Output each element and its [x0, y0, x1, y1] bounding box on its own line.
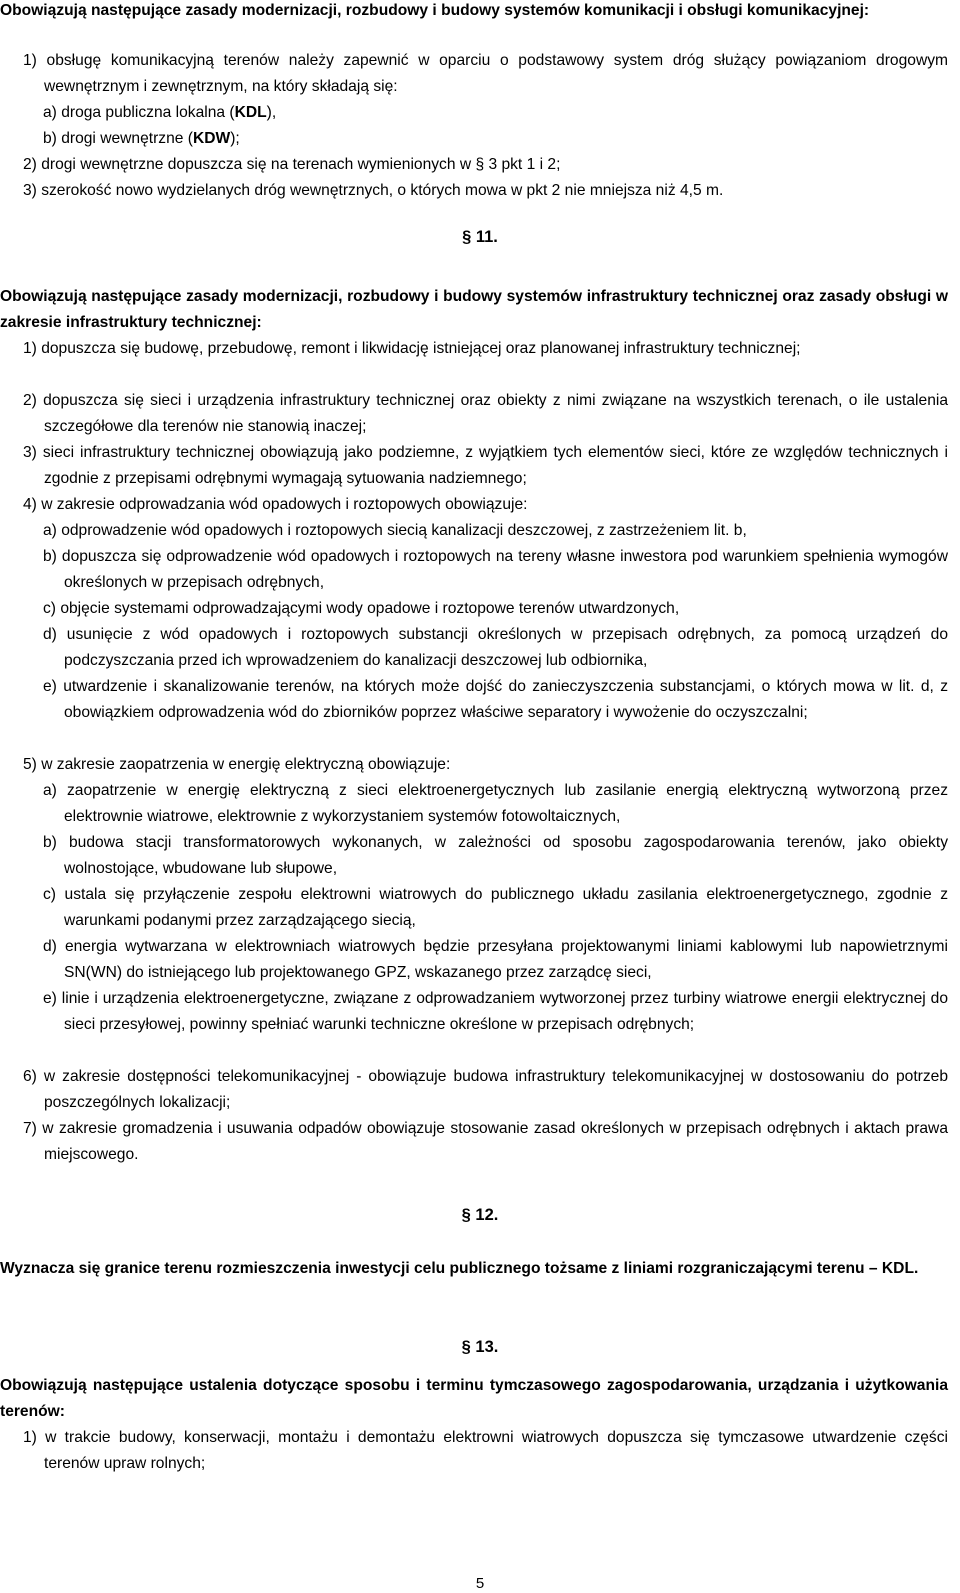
communication-item-1: 1) obsługę komunikacyjną terenów należy zapewnić w oparciu o podstawowy system dróg służący powiązaniom drogowym wewnętrznym i zewnętrznym, na który składają się:: [23, 52, 948, 95]
section-11-point-5c: c) ustala się przyłączenie zespołu elektrowni wiatrowych do publicznego układu zasilania elektroenergetycznego, zgodnie z warunkami podanymi przez zarządzającego siecią,: [43, 886, 948, 929]
item-text: );: [230, 130, 240, 147]
section-11-point-2: 2) dopuszcza się sieci i urządzenia infrastruktury technicznej oraz obiekty z nimi związane na wszystkich terenach, o ile ustalenia szczegółowe dla terenów nie stanowią inaczej;: [23, 392, 948, 435]
section-11-point-5: 5) w zakresie zaopatrzenia w energię elektryczną obowiązuje:: [23, 756, 451, 773]
communication-item-1b: [0, 126, 948, 152]
road-symbol-kdl: KDL: [234, 104, 267, 121]
section-13-title: § 13.: [461, 1338, 499, 1356]
road-symbol-kdw: KDW: [192, 130, 231, 147]
item-text: ),: [266, 104, 277, 121]
section-11-point-5d: d) energia wytwarzana w elektrowniach wiatrowych będzie przesyłana projektowanymi liniami kablowymi lub napowietrznymi SN(WN) do istniejącego lub projektowanego GPZ, wskazanego przez zarządcę sieci,: [43, 938, 948, 981]
item-text: b) drogi wewnętrzne (: [43, 130, 193, 147]
section-11-point-4d: d) usunięcie z wód opadowych i roztopowych substancji określonych w przepisach odrębnych, za pomocą urządzeń do podczyszczania przed ich wprowadzeniem do kanalizacji deszczowej lub odbiornika,: [43, 626, 948, 669]
section-11-point-4e: e) utwardzenie i skanalizowanie terenów, na których może dojść do zanieczyszczenia substancjami, o których mowa w lit. d, z obowiązkiem odprowadzenia wód do zbiorników poprzez właściwe separatory i wywożenie do oczyszczalni;: [43, 678, 948, 721]
section-11-point-6: 6) w zakresie dostępności telekomunikacyjnej - obowiązuje budowa infrastruktury telekomunikacyjnej w dostosowaniu do potrzeb poszczególnych lokalizacji;: [23, 1068, 948, 1111]
page-number: 5: [475, 1575, 485, 1592]
communication-heading: Obowiązują następujące zasady modernizacji, rozbudowy i budowy systemów komunikacji i obsługi komunikacyjnej:: [0, 2, 870, 19]
section-11-point-5e: e) linie i urządzenia elektroenergetyczne, związane z odprowadzaniem wytworzonej przez turbiny wiatrowe energii elektrycznej do sieci przesyłowej, powinny spełniać warunki techniczne określone w przepisach odrębnych;: [43, 990, 948, 1033]
section-11-heading: Obowiązują następujące zasady modernizacji, rozbudowy i budowy systemów infrastruktury technicznej oraz zasady obsługi w zakresie infrastruktury technicznej:: [0, 288, 948, 331]
communication-item-3: 3) szerokość nowo wydzielanych dróg wewnętrznych, o których mowa w pkt 2 nie mniejsza niż 4,5 m.: [23, 182, 724, 199]
section-11-point-4a: a) odprowadzenie wód opadowych i roztopowych siecią kanalizacji deszczowej, z zastrzeżeniem lit. b,: [43, 522, 747, 539]
section-11-point-7: 7) w zakresie gromadzenia i usuwania odpadów obowiązuje stosowanie zasad określonych w przepisach odrębnych i aktach prawa miejscowego.: [23, 1120, 948, 1163]
section-11-point-4c: c) objęcie systemami odprowadzającymi wody opadowe i roztopowe terenów utwardzonych,: [43, 600, 680, 617]
section-13-heading: Obowiązują następujące ustalenia dotyczące sposobu i terminu tymczasowego zagospodarowania, urządzania i użytkowania terenów:: [0, 1377, 948, 1420]
section-13-point-1: 1) w trakcie budowy, konserwacji, montażu i demontażu elektrowni wiatrowych dopuszcza się tymczasowe utwardzenie części terenów upraw rolnych;: [23, 1429, 948, 1472]
communication-item-2: 2) drogi wewnętrzne dopuszcza się na terenach wymienionych w § 3 pkt 1 i 2;: [23, 156, 561, 173]
section-11-point-5a: a) zaopatrzenie w energię elektryczną z sieci elektroenergetycznych lub zasilanie energią elektryczną wytworzoną przez elektrownie wiatrowe, elektrownie z wykorzystaniem systemów fotowoltaicznych,: [43, 782, 948, 825]
communication-item-1a: [0, 100, 948, 126]
section-12-text: Wyznacza się granice terenu rozmieszczenia inwestycji celu publicznego tożsame z liniami rozgraniczającymi terenu – KDL.: [0, 1260, 919, 1277]
section-11-point-3: 3) sieci infrastruktury technicznej obowiązują jako podziemne, z wyjątkiem tych elementów sieci, które ze względów technicznych i zgodnie z przepisami odrębnymi wymagają sytuowania nadziemnego;: [23, 444, 948, 487]
section-11-point-1: 1) dopuszcza się budowę, przebudowę, remont i likwidację istniejącej oraz planowanej infrastruktury technicznej;: [23, 340, 801, 357]
section-12-title: § 12.: [461, 1206, 499, 1224]
section-11-point-4: 4) w zakresie odprowadzania wód opadowych i roztopowych obowiązuje:: [23, 496, 528, 513]
item-text: a) droga publiczna lokalna (: [43, 104, 235, 121]
section-11-point-4b: b) dopuszcza się odprowadzenie wód opadowych i roztopowych na tereny własne inwestora pod warunkiem spełnienia wymogów określonych w przepisach odrębnych,: [43, 548, 948, 591]
section-11-title: § 11.: [462, 228, 498, 246]
section-11-point-5b: b) budowa stacji transformatorowych wykonanych, w zależności od sposobu zagospodarowania terenów, jako obiekty wolnostojące, wbudowane lub słupowe,: [43, 834, 948, 877]
